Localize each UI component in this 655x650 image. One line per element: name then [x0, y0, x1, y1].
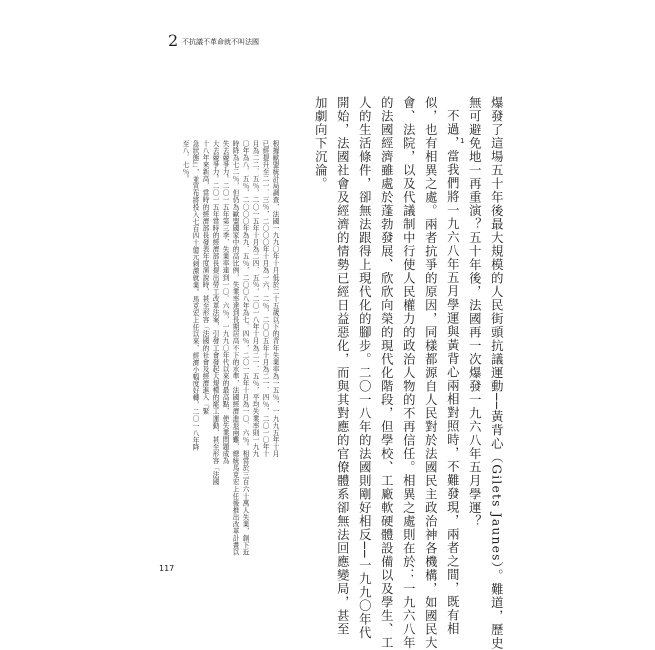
body-text-column: 不過，當我們將一九六八年五月學運與黃背心兩相對照時，不難發現，兩者之間，既有相: [445, 109, 460, 636]
body-text-column: 開始，法國社會及經濟的情勢已經日益惡化，而與其對應的官僚體系卻無法回應變局，甚至: [335, 96, 350, 636]
body-text-column: 會、法院，以及代議制中行使人民權力的政治人物的不再信任。相異之處則在於：一九六八年: [401, 96, 416, 650]
footnote-column: 大去競爭力。二〇一五年當時的經濟部長提出勞工改革法案，引發工會發起大規模的罷工運動，甚至形容「法國: [211, 140, 219, 486]
body-text-column: 無可避免地一再重演？五十年後，法國再一次爆發一九六八年五月學運？: [467, 96, 482, 528]
footnote-column: 已經提升至二一．三％，二〇〇〇年十月為一六．二％，二〇〇五年十月為二一．四％，二〇一〇年十: [261, 140, 269, 458]
body-text-column: 爆發了這場五十年後最大規模的人民街頭抗議運動──黃背心（Gilets Jaunes）。難道，歷史: [489, 96, 504, 650]
footnote-column: 根據歐盟統計局調查，法國一九九〇年十月低於二十五歲以下的青年失業率為一五％，一九九五年十月: [271, 140, 279, 458]
footnote-column: 月為二二．五％，二〇一五年十月為二四．五％，二〇一八年十月為二一．五％，平均失業率則一九九: [251, 140, 259, 458]
page-number: 117: [159, 564, 175, 573]
footnote-column: 時降為七二％，但仍為歐盟國家中的高比例，失業率達到長期居高不下的水準，法國經濟進退兩難，總統馬克宏上任後推出改革計畫以: [231, 140, 239, 556]
footnote-column: 急狀態』」，並宣布將投入七百四十億元刺激就業。馬克宏上任以來，經濟小幅度好轉，二〇一八年降: [191, 140, 199, 451]
body-text-column: 的法國經濟雖處於蓬勃發展、欣欣向榮的現代化階段，但學校、工廠軟硬體設備以及學生、工: [379, 96, 394, 650]
body-text-column: 人的生活條件，卻無法跟得上現代化的腳步。二〇一八年的法國則剛好相反──一九九〇年代: [357, 96, 372, 640]
footnote-column: 至八．七％。: [181, 140, 189, 183]
footnote-marker: 1: [460, 137, 465, 145]
chapter-title: 不抗議不革命就不叫法國: [182, 38, 259, 46]
footnote-column: 失去競爭力。二〇一五年第三季，失業率達到一〇．六％，一九九〇年代以來的最高點，使失業問題成為: [221, 140, 229, 465]
footnote-column: 〇年為八．五％，二〇〇〇年為九．五％，二〇〇八年為七．四％，二〇一五年十月為一〇．六％。相當於三百六十萬人失業，創下近: [241, 140, 249, 556]
chapter-number: 2: [168, 31, 179, 50]
footnote-column: 十八年來新高，當時的經濟部長發表年度演說時，甚至形容「法國的社會及經濟進入『緊: [201, 140, 209, 415]
body-text-column: 加劇向下沉淪。: [313, 96, 328, 191]
body-text-column: 似，也有相異之處。兩者抗爭的原因，同樣都源自人民對於法國民主政治神各機構，如國民大: [423, 96, 438, 650]
